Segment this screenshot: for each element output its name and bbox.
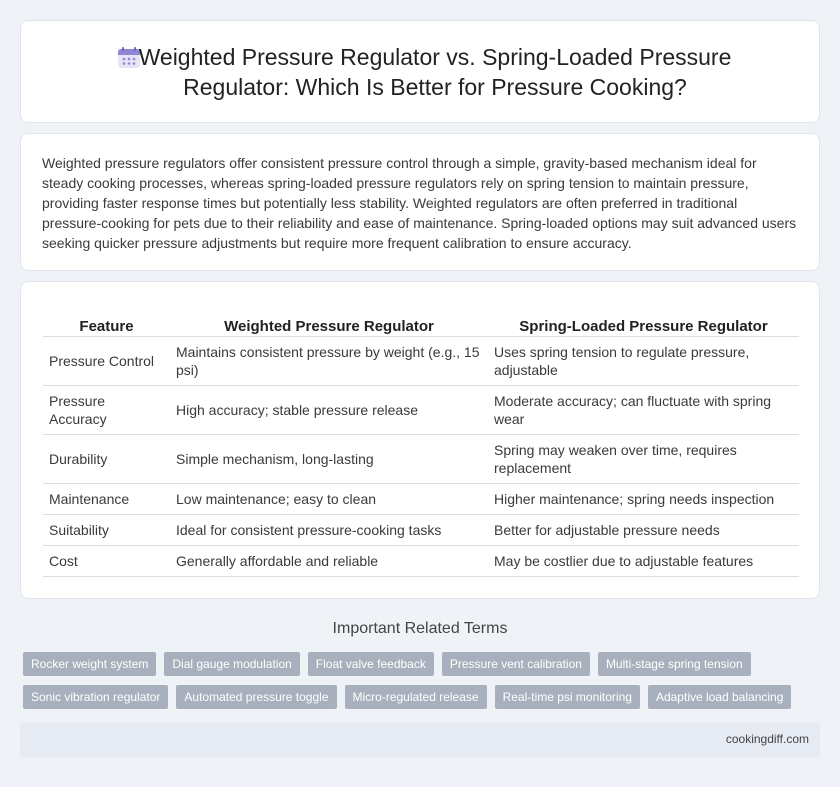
comparison-card	[20, 281, 820, 599]
spring-cell: Higher maintenance; spring needs inspection	[488, 483, 799, 514]
weighted-cell: Low maintenance; easy to clean	[170, 483, 488, 514]
feature-cell: Suitability	[43, 514, 170, 545]
feature-cell: Cost	[43, 545, 170, 576]
weighted-cell: High accuracy; stable pressure release	[170, 385, 488, 434]
feature-cell: Pressure Accuracy	[43, 385, 170, 434]
page-title: Weighted Pressure Regulator vs. Spring-Loaded Pressure Regulator: Which Is Better for Pressure Cooking?	[138, 43, 732, 100]
feature-cell: Durability	[43, 434, 170, 483]
table-header-row	[43, 312, 799, 336]
related-terms-list	[23, 652, 823, 709]
footer	[20, 723, 820, 757]
related-term-tag[interactable]: Dial gauge modulation	[164, 652, 299, 676]
table-row	[43, 336, 799, 385]
table-row	[43, 483, 799, 514]
related-term-tag[interactable]: Real-time psi monitoring	[495, 685, 640, 709]
spring-cell: Spring may weaken over time, requires replacement	[488, 434, 799, 483]
spring-cell: May be costlier due to adjustable features	[488, 545, 799, 576]
header-weighted: Weighted Pressure Regulator	[170, 312, 488, 336]
weighted-cell: Ideal for consistent pressure-cooking tasks	[170, 514, 488, 545]
related-term-tag[interactable]: Micro-regulated release	[345, 685, 487, 709]
table-row	[43, 385, 799, 434]
header-feature: Feature	[43, 312, 170, 336]
related-term-tag[interactable]: Adaptive load balancing	[648, 685, 791, 709]
table-row	[43, 514, 799, 545]
comparison-table	[43, 312, 799, 577]
weighted-cell: Generally affordable and reliable	[170, 545, 488, 576]
intro-paragraph: Weighted pressure regulators offer consistent pressure control through a simple, gravity-based mechanism ideal for steady cooking processes, whereas spring-loaded pressure regulators rely on spring tension to maintain pressure, providing faster response times but potentially less stability. Weighted regulators are often preferred in traditional pressure-cooking for pets due to their reliability and ease of maintenance. Spring-loaded options may suit advanced users seeking quicker pressure adjustments but require more frequent calibration to ensure accuracy.	[42, 155, 797, 251]
weighted-cell: Maintains consistent pressure by weight (e.g., 15 psi)	[170, 336, 488, 385]
weighted-cell: Simple mechanism, long-lasting	[170, 434, 488, 483]
related-term-tag[interactable]: Sonic vibration regulator	[23, 685, 168, 709]
spring-cell: Better for adjustable pressure needs	[488, 514, 799, 545]
table-row	[43, 545, 799, 576]
related-term-tag[interactable]: Multi-stage spring tension	[598, 652, 751, 676]
feature-cell: Maintenance	[43, 483, 170, 514]
related-term-tag[interactable]: Rocker weight system	[23, 652, 156, 676]
site-name[interactable]: cookingdiff.com	[725, 732, 809, 746]
spring-cell: Moderate accuracy; can fluctuate with spring wear	[488, 385, 799, 434]
table-row	[43, 434, 799, 483]
feature-cell: Pressure Control	[43, 336, 170, 385]
related-term-tag[interactable]: Automated pressure toggle	[176, 685, 336, 709]
title-card	[20, 20, 820, 123]
header-spring-loaded: Spring-Loaded Pressure Regulator	[488, 312, 799, 336]
intro-card	[20, 133, 820, 271]
related-term-tag[interactable]: Pressure vent calibration	[442, 652, 590, 676]
spring-cell: Uses spring tension to regulate pressure, adjustable	[488, 336, 799, 385]
related-term-tag[interactable]: Float valve feedback	[308, 652, 434, 676]
related-terms-heading: Important Related Terms	[332, 620, 508, 637]
